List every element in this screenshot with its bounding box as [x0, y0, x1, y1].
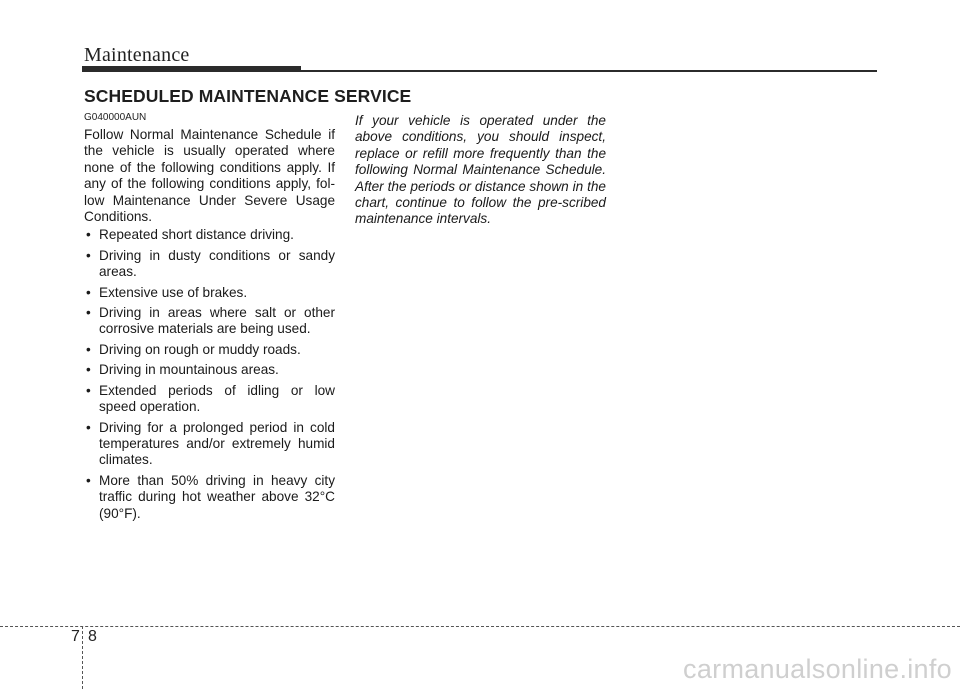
italic-note: If your vehicle is operated under the above conditions, you should inspect, replace or refill more frequently than the following Normal Maintenance Schedule. After the periods or distance shown in the chart, continue to follow the pre-scribed maintenance intervals. — [355, 113, 606, 227]
list-item: • Extended periods of idling or low speed operation. — [84, 383, 335, 416]
document-code: G040000AUN — [84, 112, 147, 123]
watermark-text: carmanualsonline.info — [683, 654, 952, 684]
list-item: • Driving in dusty conditions or sandy areas. — [84, 248, 335, 281]
list-item: • Extensive use of brakes. — [84, 285, 335, 301]
list-item: • Driving in areas where salt or other corrosive materials are being used. — [84, 305, 335, 338]
list-item: • More than 50% driving in heavy city traffic during hot weather above 32°C (90°F). — [84, 473, 335, 522]
header-rule-thick — [82, 66, 301, 72]
intro-paragraph: Follow Normal Maintenance Schedule if the vehicle is usually operated where none of the following conditions apply. If any of the following conditions apply, fol-low Maintenance Under Severe Usage Conditions. — [84, 127, 335, 225]
left-column — [84, 127, 335, 526]
list-item: • Driving in mountainous areas. — [84, 362, 335, 378]
page-number: 8 — [88, 628, 97, 645]
footer-dashed-rule — [0, 626, 960, 627]
right-column — [355, 113, 606, 228]
chapter-number: 7 — [71, 628, 80, 645]
footer-dashed-divider — [82, 626, 83, 689]
list-item: • Repeated short distance driving. — [84, 227, 335, 243]
section-heading: SCHEDULED MAINTENANCE SERVICE — [84, 86, 412, 106]
conditions-list — [84, 227, 335, 522]
list-item: • Driving for a prolonged period in cold temperatures and/or extremely humid climates. — [84, 420, 335, 469]
list-item: • Driving on rough or muddy roads. — [84, 342, 335, 358]
page-header-title: Maintenance — [84, 44, 190, 66]
header-rule-thin — [301, 70, 877, 72]
